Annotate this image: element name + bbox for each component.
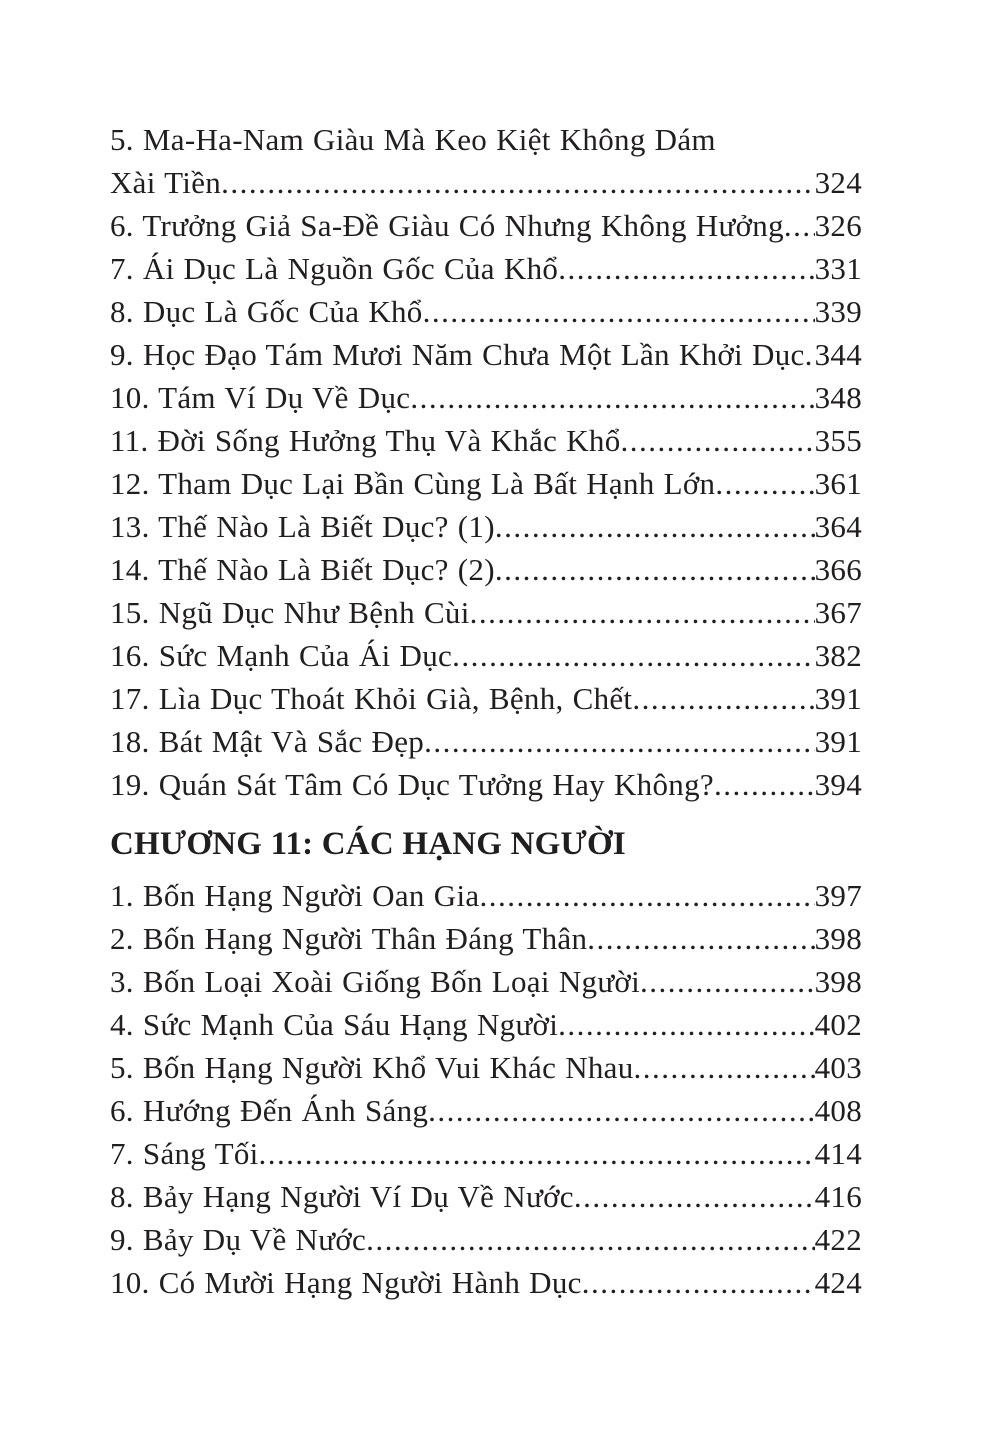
dot-leader <box>621 419 815 462</box>
entry-title: 8. Dục Là Gốc Của Khổ <box>110 294 423 329</box>
entry-title: 5. Ma-Ha-Nam Giàu Mà Keo Kiệt Không Dám <box>110 122 716 157</box>
dot-leader <box>640 960 815 1003</box>
toc-entry <box>110 1175 862 1218</box>
dot-leader <box>424 720 815 763</box>
dot-leader <box>479 874 814 917</box>
page-number: 408 <box>814 1093 862 1128</box>
entry-title: Xài Tiền <box>110 165 222 200</box>
dot-leader <box>470 591 815 634</box>
page-number: 391 <box>814 681 862 716</box>
dot-leader <box>714 763 815 806</box>
entry-title: 15. Ngũ Dục Như Bệnh Cùi <box>110 595 470 630</box>
page-number: 348 <box>814 380 862 415</box>
dot-leader <box>452 634 814 677</box>
page-number: 382 <box>814 638 862 673</box>
dot-leader <box>784 204 815 247</box>
page-number: 398 <box>814 921 862 956</box>
dot-leader <box>574 1175 815 1218</box>
entry-title: 8. Bảy Hạng Người Ví Dụ Về Nước <box>110 1179 574 1214</box>
entry-title: 3. Bốn Loại Xoài Giống Bốn Loại Người <box>110 964 641 999</box>
page-number: 324 <box>814 165 862 200</box>
entry-title: 4. Sức Mạnh Của Sáu Hạng Người <box>110 1007 559 1042</box>
dot-leader <box>495 548 815 591</box>
entry-title: 1. Bốn Hạng Người Oan Gia <box>110 878 480 913</box>
dot-leader <box>495 505 815 548</box>
page-number: 367 <box>814 595 862 630</box>
dot-leader <box>558 1003 814 1046</box>
entry-title: 13. Thế Nào Là Biết Dục? (1) <box>110 509 495 544</box>
toc-entry <box>110 333 862 376</box>
page-number: 424 <box>814 1265 862 1300</box>
toc-entry <box>110 247 862 290</box>
toc-entry <box>110 161 862 204</box>
page-number: 398 <box>814 964 862 999</box>
page-number: 414 <box>814 1136 862 1171</box>
entry-title: 9. Học Đạo Tám Mươi Năm Chưa Một Lần Khởi Dục <box>110 337 805 372</box>
page-number: 344 <box>814 337 862 372</box>
dot-leader <box>558 247 814 290</box>
dot-leader <box>587 917 814 960</box>
entry-title: 5. Bốn Hạng Người Khổ Vui Khác Nhau <box>110 1050 634 1085</box>
page-number: 394 <box>814 767 862 802</box>
page-number: 416 <box>814 1179 862 1214</box>
page-number: 402 <box>814 1007 862 1042</box>
page-number: 422 <box>814 1222 862 1257</box>
page-number: 391 <box>814 724 862 759</box>
entry-title: 2. Bốn Hạng Người Thân Đáng Thân <box>110 921 588 956</box>
toc-entry <box>110 376 862 419</box>
page-number: 403 <box>814 1050 862 1085</box>
toc-entry <box>110 874 862 917</box>
entry-title: 16. Sức Mạnh Của Ái Dục <box>110 638 453 673</box>
dot-leader <box>259 1132 815 1175</box>
toc-entry <box>110 1261 862 1304</box>
page-number: 361 <box>814 466 862 501</box>
entry-title: 9. Bảy Dụ Về Nước <box>110 1222 367 1257</box>
entry-title: 19. Quán Sát Tâm Có Dục Tưởng Hay Không? <box>110 767 714 802</box>
entry-title: 12. Tham Dục Lại Bần Cùng Là Bất Hạnh Lớn <box>110 466 716 501</box>
dot-leader <box>428 1089 814 1132</box>
dot-leader <box>423 290 815 333</box>
toc-entry <box>110 763 862 806</box>
toc-entry <box>110 462 862 505</box>
dot-leader <box>410 376 814 419</box>
page-number: 326 <box>814 208 862 243</box>
toc-entry <box>110 548 862 591</box>
toc-entry <box>110 1046 862 1089</box>
dot-leader <box>634 1046 815 1089</box>
toc-entry <box>110 1089 862 1132</box>
dot-leader <box>221 161 815 204</box>
toc-entry <box>110 591 862 634</box>
page-number: 339 <box>814 294 862 329</box>
entry-title: 11. Đời Sống Hưởng Thụ Và Khắc Khổ <box>110 423 621 458</box>
entry-title: 14. Thế Nào Là Biết Dục? (2) <box>110 552 495 587</box>
toc-entry <box>110 118 862 161</box>
table-of-contents <box>110 118 862 1304</box>
entry-title: 10. Tám Ví Dụ Về Dục <box>110 380 411 415</box>
dot-leader <box>715 462 814 505</box>
dot-leader <box>632 677 814 720</box>
page-number: 364 <box>814 509 862 544</box>
page-number: 355 <box>814 423 862 458</box>
toc-entry <box>110 1218 862 1261</box>
dot-leader <box>582 1261 815 1304</box>
toc-entry <box>110 290 862 333</box>
toc-entry <box>110 720 862 763</box>
entry-title: 10. Có Mười Hạng Người Hành Dục <box>110 1265 582 1300</box>
toc-entry <box>110 960 862 1003</box>
entry-title: 18. Bát Mật Và Sắc Đẹp <box>110 724 425 759</box>
page-number: 331 <box>814 251 862 286</box>
page-number: 366 <box>814 552 862 587</box>
chapter-heading: CHƯƠNG 11: CÁC HẠNG NGƯỜI <box>110 826 626 862</box>
entry-title: 6. Trưởng Giả Sa-Đề Giàu Có Nhưng Không Hưởng <box>110 208 784 243</box>
toc-entry <box>110 505 862 548</box>
entry-title: 7. Sáng Tối <box>110 1136 259 1171</box>
entry-title: 17. Lìa Dục Thoát Khỏi Già, Bệnh, Chết <box>110 681 633 716</box>
entry-title: 6. Hướng Đến Ánh Sáng <box>110 1093 429 1128</box>
toc-entry <box>110 1003 862 1046</box>
toc-entry <box>110 917 862 960</box>
dot-leader <box>366 1218 814 1261</box>
toc-entry <box>110 419 862 462</box>
dot-leader <box>805 333 815 376</box>
page-number: 397 <box>814 878 862 913</box>
toc-entry <box>110 1132 862 1175</box>
toc-entry <box>110 634 862 677</box>
entry-title: 7. Ái Dục Là Nguồn Gốc Của Khổ <box>110 251 559 286</box>
toc-entry <box>110 677 862 720</box>
toc-entry <box>110 204 862 247</box>
